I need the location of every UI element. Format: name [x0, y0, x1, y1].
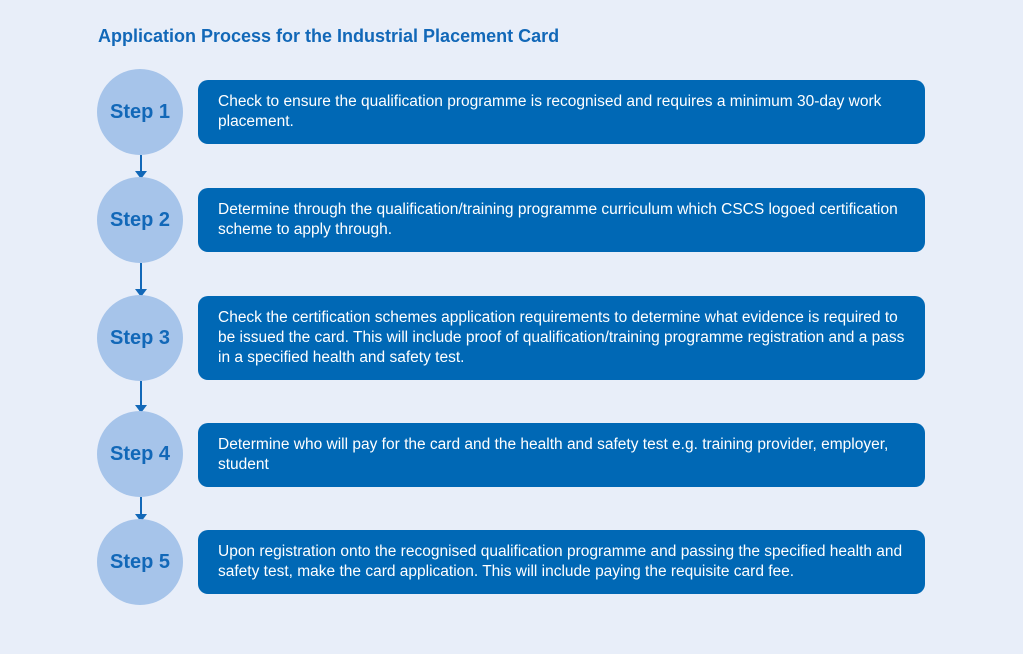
step-text: Upon registration onto the recognised qualification programme and passing the specified health and safety test, make the card application. This will include paying the requisite card fee.	[218, 543, 903, 580]
step-box	[198, 423, 925, 487]
step-box	[198, 188, 925, 252]
step-label: Step 4	[109, 442, 171, 465]
step-label: Step 5	[109, 550, 171, 573]
step-text: Determine who will pay for the card and the health and safety test e.g. training provider, employer, student	[218, 436, 889, 473]
step-text: Determine through the qualification/training programme curriculum which CSCS logoed certification scheme to apply through.	[218, 201, 898, 238]
step-text: Check to ensure the qualification programme is recognised and requires a minimum 30-day work placement.	[218, 93, 882, 130]
step-circle	[97, 519, 183, 605]
step-circle	[97, 69, 183, 155]
connector-arrow	[140, 381, 142, 409]
step-label: Step 3	[109, 326, 171, 349]
step-circle	[97, 177, 183, 263]
step-circle	[97, 295, 183, 381]
connector-arrow	[140, 155, 142, 175]
step-box	[198, 80, 925, 144]
step-text: Check the certification schemes application requirements to determine what evidence is required to be issued the card. This will include proof of qualification/training programme registration and a pass in a specified health and safety test.	[218, 309, 905, 366]
page-title: Application Process for the Industrial Placement Card	[98, 26, 560, 46]
step-box	[198, 296, 925, 380]
step-circle	[97, 411, 183, 497]
step-box	[198, 530, 925, 594]
connector-arrow	[140, 497, 142, 518]
connector-arrow	[140, 263, 142, 293]
step-label: Step 1	[109, 100, 171, 123]
step-label: Step 2	[109, 208, 171, 231]
